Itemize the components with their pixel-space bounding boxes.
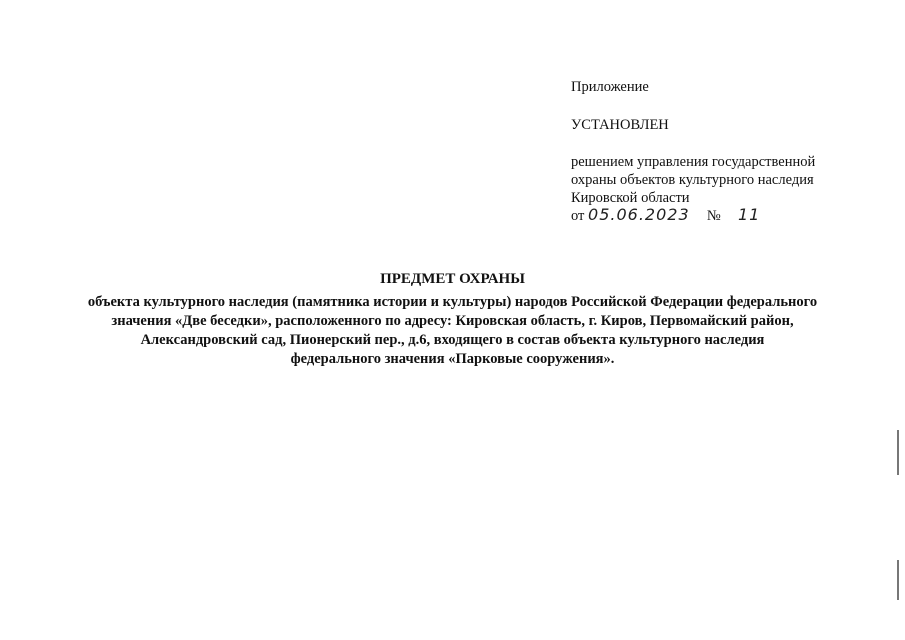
- subtitle-line: значения «Две беседки», расположенного по адресу: Кировская область, г. Киров, Первомайский район,: [111, 313, 794, 329]
- decision-line: охраны объектов культурного наследия: [571, 172, 814, 188]
- approved-label: УСТАНОВЛЕН: [571, 117, 669, 133]
- decision-line: Кировской области: [571, 190, 690, 206]
- subtitle-line: объекта культурного наследия (памятника истории и культуры) народов Российской Федерации федерального: [87, 294, 818, 310]
- decision-line: решением управления государственной: [571, 154, 816, 170]
- number-sign: №: [706, 208, 721, 224]
- protection-subject-header: [40, 270, 865, 369]
- appendix-label: Приложение: [571, 79, 649, 95]
- subtitle-line: федерального значения «Парковые сооружения».: [290, 351, 615, 367]
- date-number-line: [571, 206, 760, 225]
- subtitle-line: Александровский сад, Пионерский пер., д.6, входящего в состав объекта культурного наследия: [140, 332, 765, 348]
- scan-edge-mark: [897, 430, 899, 475]
- document-title: ПРЕДМЕТ ОХРАНЫ: [380, 271, 525, 287]
- date-prefix: от: [571, 208, 585, 224]
- handwritten-date: 05.06.2023: [588, 205, 690, 224]
- scan-edge-mark: [897, 560, 899, 600]
- decision-text: [571, 153, 815, 207]
- handwritten-number: 11: [737, 205, 761, 224]
